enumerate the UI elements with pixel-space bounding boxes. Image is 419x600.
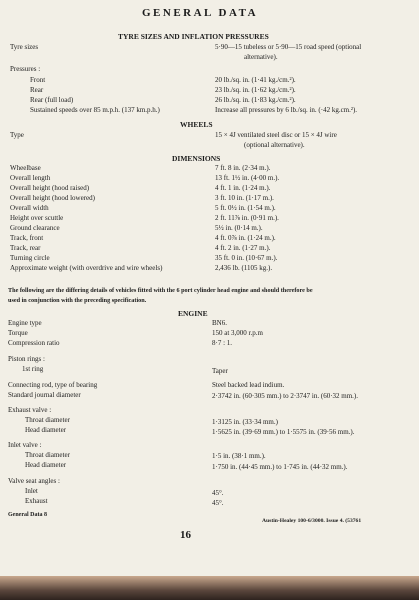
page-title: GENERAL DATA	[142, 7, 259, 19]
dim-label-height-raised: Overall height (hood raised)	[10, 184, 90, 192]
wheels-heading: WHEELS	[180, 120, 213, 129]
piston-rings-label: Piston rings :	[8, 355, 45, 363]
front-pressure-label: Front	[30, 76, 46, 84]
dim-label-wheelbase: Wheelbase	[10, 164, 41, 172]
dim-value-turning-circle: 35 ft. 0 in. (10·67 m.).	[215, 254, 278, 262]
engine-type-label: Engine type	[8, 319, 42, 327]
dim-label-approx-weight: Approximate weight (with overdrive and wire wheels)	[10, 264, 163, 272]
dim-value-wheelbase: 7 ft. 8 in. (2·34 m.).	[215, 164, 271, 172]
first-ring-value: Taper	[212, 367, 228, 375]
dimensions-heading: DIMENSIONS	[172, 154, 221, 163]
dim-value-height-scuttle: 2 ft. 11⅞ in. (0·91 m.).	[215, 214, 279, 222]
conrod-label: Connecting rod, type of bearing	[8, 381, 98, 389]
sustained-speeds-value: Increase all pressures by 6 lb./sq. in. (·42 kg.cm.²).	[215, 106, 358, 114]
sustained-speeds-label: Sustained speeds over 85 m.p.h. (137 km.p.h.)	[30, 106, 160, 114]
footer-section-label: General Data 8	[8, 512, 47, 518]
front-pressure-value: 20 lb./sq. in. (1·41 kg./cm.²).	[215, 76, 296, 84]
first-ring-label: 1st ring	[22, 365, 44, 373]
rear-pressure-value: 23 lb./sq. in. (1·62 kg./cm.²).	[215, 86, 296, 94]
dim-label-overall-width: Overall width	[10, 204, 49, 212]
torque-label: Torque	[8, 329, 28, 337]
dim-value-track-rear: 4 ft. 2 in. (1·27 m.).	[215, 244, 271, 252]
rear-pressure-label: Rear	[30, 86, 44, 94]
dim-value-overall-width: 5 ft. 0½ in. (1·54 m.).	[215, 204, 276, 212]
exhaust-angle-value: 45°.	[212, 499, 224, 507]
seat-angles-label: Valve seat angles :	[8, 477, 60, 485]
dim-value-approx-weight: 2,436 lb. (1105 kg.).	[215, 264, 273, 272]
wheel-type-label: Type	[10, 131, 24, 139]
dim-value-ground-clearance: 5½ in. (0·14 m.).	[215, 224, 263, 232]
engine-type-value: BN6.	[212, 319, 227, 327]
dim-label-overall-length: Overall length	[10, 174, 51, 182]
dim-value-track-front: 4 ft. 0⅞ in. (1·24 m.).	[215, 234, 276, 242]
pressures-label: Pressures :	[10, 65, 41, 73]
torque-value: 150 at 3,000 r.p.m	[212, 329, 263, 337]
inlet-valve-label: Inlet valve :	[8, 441, 42, 449]
in-head-value: 1·750 in. (44·45 mm.) to 1·745 in. (44·32 mm.).	[212, 463, 348, 471]
tyre-sizes-label: Tyre sizes	[10, 43, 39, 51]
tyre-sizes-value-cont: alternative).	[244, 53, 278, 61]
page-number: 16	[180, 529, 191, 541]
page-fold-shadow	[0, 576, 419, 600]
in-throat-value: 1·5 in. (38·1 mm.).	[212, 452, 266, 460]
port-note-line-1: The following are the differing details of vehicles fitted with the 6 port cylinder head engine and should therefore be	[8, 287, 313, 294]
dim-label-height-lowered: Overall height (hood lowered)	[10, 194, 95, 202]
compression-value: 8·7 : 1.	[212, 339, 233, 347]
inlet-angle-label: Inlet	[25, 487, 38, 495]
inlet-angle-value: 45°.	[212, 489, 224, 497]
journal-label: Standard journal diameter	[8, 391, 81, 399]
rear-full-pressure-label: Rear (full load)	[30, 96, 74, 104]
conrod-value: Steel backed lead indium.	[212, 381, 285, 389]
exhaust-valve-label: Exhaust valve :	[8, 406, 52, 414]
wheel-type-value-cont: (optional alternative).	[244, 141, 305, 149]
ex-throat-label: Throat diameter	[25, 416, 70, 424]
in-head-label: Head diameter	[25, 461, 67, 469]
dim-label-ground-clearance: Ground clearance	[10, 224, 60, 232]
dim-label-track-rear: Track, rear	[10, 244, 41, 252]
ex-head-label: Head diameter	[25, 426, 67, 434]
dim-label-height-scuttle: Height over scuttle	[10, 214, 64, 222]
wheel-type-value: 15 × 4J ventilated steel disc or 15 × 4J wire	[215, 131, 337, 139]
journal-value: 2·3742 in. (60·305 mm.) to 2·3747 in. (60·32 mm.).	[212, 392, 359, 400]
tyre-sizes-value: 5·90—15 tubeless or 5·90—15 road speed (optional	[215, 43, 362, 51]
dim-value-overall-length: 13 ft. 1½ in. (4·00 m.).	[215, 174, 280, 182]
ex-head-value: 1·5625 in. (39·69 mm.) to 1·5575 in. (39·56 mm.).	[212, 428, 355, 436]
tyres-heading: TYRE SIZES AND INFLATION PRESSURES	[118, 32, 269, 41]
dim-label-turning-circle: Turning circle	[10, 254, 50, 262]
port-note-line-2: used in conjunction with the preceding specification.	[8, 297, 147, 304]
in-throat-label: Throat diameter	[25, 451, 70, 459]
ex-throat-value: 1·3125 in. (33·34 mm.)	[212, 418, 278, 426]
footer-issue-label: Austin-Healey 100-6/3000. Issue 4. (53761	[262, 518, 362, 524]
dim-label-track-front: Track, front	[10, 234, 44, 242]
dim-value-height-lowered: 3 ft. 10 in. (1·17 m.).	[215, 194, 274, 202]
dim-value-height-raised: 4 ft. 1 in. (1·24 m.).	[215, 184, 271, 192]
compression-label: Compression ratio	[8, 339, 60, 347]
exhaust-angle-label: Exhaust	[25, 497, 48, 505]
engine-heading: ENGINE	[178, 309, 208, 318]
rear-full-pressure-value: 26 lb./sq. in. (1·83 kg./cm.²).	[215, 96, 296, 104]
